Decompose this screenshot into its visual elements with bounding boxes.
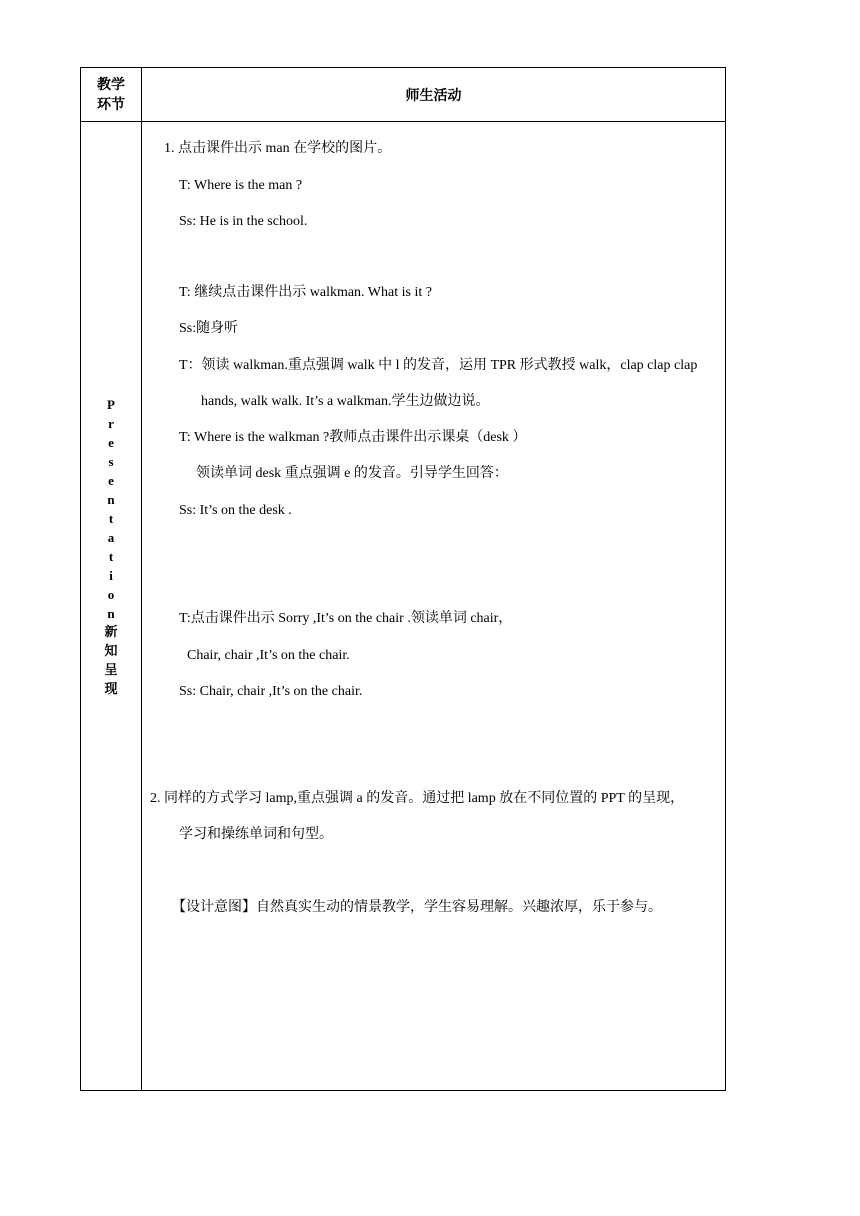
stage-char: 现	[104, 682, 118, 697]
activity-line: T:点击课件出示 Sorry ,It’s on the chair .领读单词 chair，	[179, 611, 513, 626]
activity-line: 1. 点击课件出示 man 在学校的图片。	[164, 141, 392, 156]
activity-line: 2. 同样的方式学习 lamp,重点强调 a 的发音。通过把 lamp 放在不同位置的 PPT 的呈现，	[150, 791, 685, 806]
stage-char: P	[107, 397, 115, 412]
activity-line: T: Where is the man ?	[179, 178, 303, 193]
stage-char: n	[107, 606, 115, 621]
stage-char: e	[108, 435, 114, 450]
stage-char: 新	[104, 625, 118, 640]
activity-line: Ss: Chair, chair ,It’s on the chair.	[179, 684, 363, 699]
header-left-line-1: 教学	[97, 76, 125, 93]
activity-line: 领读单词 desk 重点强调 e 的发音。引导学生回答：	[196, 466, 508, 481]
design-intent: 【设计意图】自然真实生动的情景教学，学生容易理解。兴趣浓厚，乐于参与。	[172, 900, 662, 915]
activity-line: Chair, chair ,It’s on the chair.	[187, 648, 350, 663]
stage-char: o	[107, 587, 115, 602]
stage-char: s	[108, 454, 114, 469]
column-divider	[141, 68, 142, 1090]
activity-line: T: Where is the walkman ?教师点击课件出示课桌（desk ）	[179, 430, 527, 445]
stage-char: 呈	[104, 663, 118, 678]
activity-line: T：领读 walkman.重点强调 walk 中 l 的发音，运用 TPR 形式教授 walk，clap clap clap	[179, 358, 698, 373]
stage-label-presentation	[81, 395, 141, 699]
activity-line: Ss:随身听	[179, 321, 239, 336]
activity-line: Ss: It’s on the desk .	[179, 503, 292, 518]
stage-char: a	[107, 530, 115, 545]
activity-line: hands, walk walk. It’s a walkman.学生边做边说。	[201, 394, 490, 409]
stage-char: 知	[104, 644, 118, 659]
activity-line: T: 继续点击课件出示 walkman. What is it ?	[179, 285, 432, 300]
stage-char: e	[108, 473, 114, 488]
stage-char: t	[108, 549, 114, 564]
activity-line: Ss: He is in the school.	[179, 214, 308, 229]
stage-char: t	[108, 511, 114, 526]
header-teaching-stage	[81, 68, 141, 121]
stage-char: n	[107, 492, 115, 507]
header-left-line-2: 环节	[97, 96, 125, 113]
activity-line: 学习和操练单词和句型。	[179, 827, 333, 842]
header-divider	[81, 121, 725, 122]
lesson-table	[80, 67, 726, 1091]
stage-char: r	[108, 416, 114, 431]
stage-char: i	[109, 568, 113, 583]
header-activities: 师生活动	[405, 87, 462, 104]
